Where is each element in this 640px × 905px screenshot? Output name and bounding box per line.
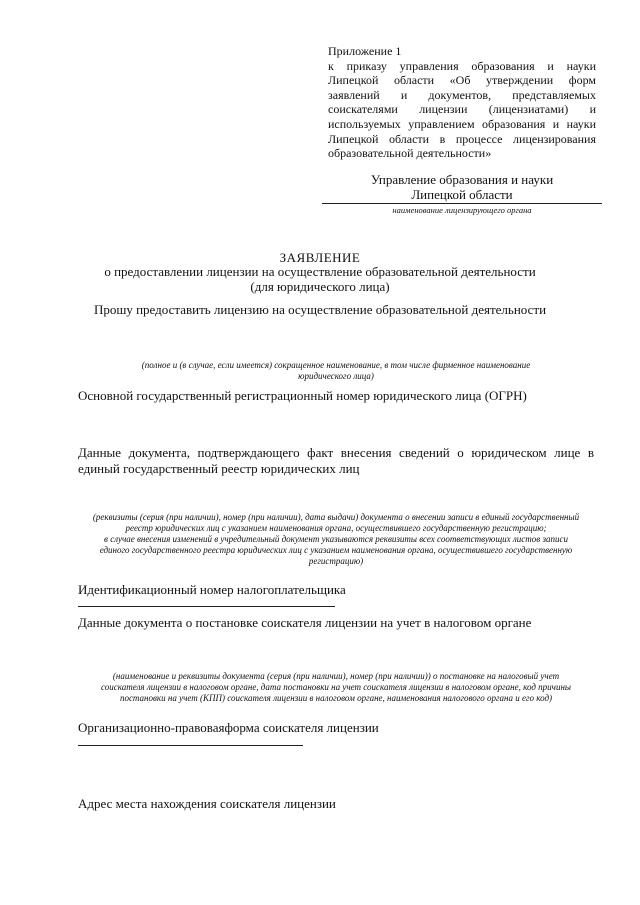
egrul-caption-line: реестр юридических лиц с указанием наименования органа, осуществившего государственную регистрацию; — [125, 523, 547, 533]
address-label: Адрес места нахождения соискателя лицензии — [78, 796, 336, 811]
tax-registration-label: Данные документа о постановке соискателя лицензии на учет в налоговом органе — [78, 615, 532, 630]
tax-caption-line: соискателя лицензии в налоговом органе, дата постановки на учет соискателя лицензии в налоговом органе, код причины — [100, 682, 572, 692]
egrul-paragraph — [78, 445, 594, 476]
tax-caption-line: постановки на учет (КПП) соискателя лицензии в налоговом органе, наименования налогового органа и его код) — [119, 693, 553, 703]
egrul-caption-line: (реквизиты (серия (при наличии), номер (при наличии), дата выдачи) документа о внесении записи в единый государственный — [92, 512, 580, 522]
appendix-block — [328, 44, 596, 161]
subtitle-line-1: о предоставлении лицензии на осуществление образовательной деятельности — [104, 264, 536, 279]
name-caption-line-1: (полное и (в случае, если имеется) сокращенное наименование, в том числе фирменное наименование — [141, 360, 531, 370]
appendix-line: образовательной деятельности» — [328, 146, 492, 161]
name-caption-line-2: юридического лица) — [298, 371, 374, 381]
authority-line-1: Управление образования и науки — [370, 172, 554, 187]
legal-form-label: Организационно-правоваяформа соискателя лицензии — [78, 720, 379, 735]
request-text: Прошу предоставить лицензию на осуществление образовательной деятельности — [93, 302, 547, 317]
authority-caption: наименование лицензирующего органа — [392, 205, 532, 215]
appendix-line: заявлений и документов, представляемых — [328, 87, 596, 102]
licensing-authority — [322, 172, 602, 202]
legal-form-field-line — [78, 745, 303, 746]
name-caption — [78, 360, 594, 382]
egrul-caption-line: в случае внесения изменений в учредительный документ указываются реквизиты всех соответствующих листов записи — [104, 534, 568, 544]
authority-underline — [322, 203, 602, 204]
authority-line-2: Липецкой области — [411, 187, 513, 202]
appendix-line: к приказу управления образования и науки — [328, 58, 596, 73]
subtitle-line-2: (для юридического лица) — [250, 279, 390, 294]
egrul-caption-line: единого государственного реестра юридических лиц с указанием наименования органа, осуществившего государственную — [99, 545, 573, 555]
appendix-title: Приложение 1 — [328, 44, 402, 58]
statement-subtitle — [0, 264, 640, 294]
appendix-line: Липецкой области «Об утверждении форм — [328, 73, 596, 88]
egrul-line-2: единый государственный реестр юридических лиц — [78, 460, 360, 476]
appendix-line: Липецкой области в процессе лицензирования — [328, 131, 596, 146]
egrul-line-1: Данные документа, подтверждающего факт внесения сведений о юридическом лице в — [78, 445, 594, 460]
appendix-line: соискателями лицензии (лицензиатами) и — [328, 102, 596, 117]
statement-title: ЗАЯВЛЕНИЕ — [279, 250, 361, 265]
tax-caption — [76, 671, 596, 704]
inn-field-line — [78, 606, 335, 607]
egrul-caption-line: регистрацию) — [308, 556, 364, 566]
ogrn-label: Основной государственный регистрационный номер юридического лица (ОГРН) — [78, 388, 527, 403]
egrul-caption — [76, 512, 596, 567]
inn-label: Идентификационный номер налогоплательщика — [78, 582, 346, 597]
appendix-line: используемых управлением образования и науки — [328, 116, 596, 131]
tax-caption-line: (наименование и реквизиты документа (серия (при наличии), номер (при наличии)) о постановке на налоговый учет — [112, 671, 560, 681]
